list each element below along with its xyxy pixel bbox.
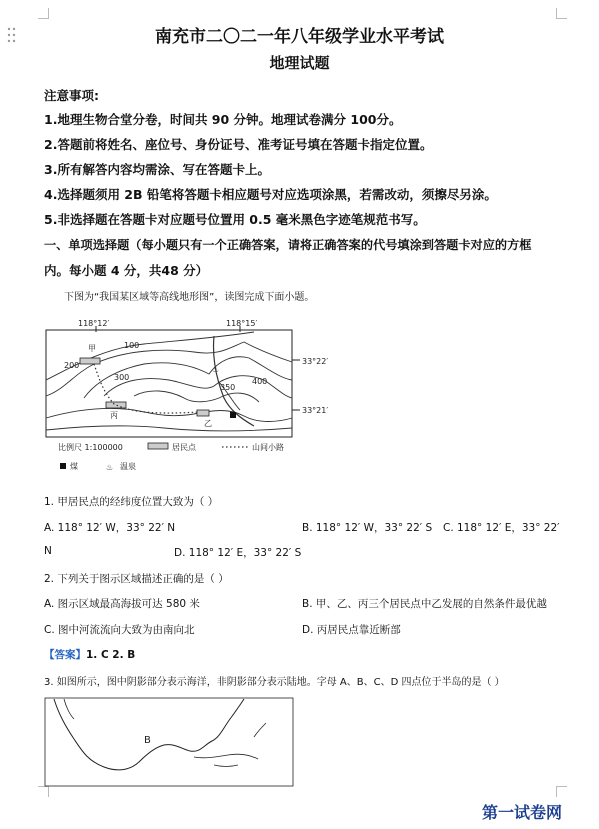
section-heading-cont: 内。每小题 4 分，共48 分） [44, 263, 209, 278]
legend-spring: 温泉 [120, 462, 136, 471]
place-label: 乙 [204, 419, 212, 428]
question-1-option-d: D. 118° 12′ E，33° 22′ S [174, 547, 302, 559]
watermark: 第一试卷网 [482, 803, 563, 822]
corner-mark [38, 8, 49, 19]
corner-mark [556, 786, 567, 797]
legend-path: 山间小路 [252, 443, 284, 452]
question-1-option-c-cont: N [44, 545, 52, 557]
question-1-option-c: C. 118° 12′ E，33° 22′ [443, 522, 560, 534]
contour-map [44, 318, 384, 478]
page-title: 南充市二〇二一年八年级学业水平考试 [155, 27, 444, 47]
note-item: 2.答题前将姓名、座位号、身份证号、准考证号填在答题卡指定位置。 [44, 137, 433, 152]
map-label-b: B [144, 735, 151, 746]
question-1-option-a: A. 118° 12′ W，33° 22′ N [44, 522, 176, 534]
coal-symbol [230, 412, 236, 418]
question-1-stem: 1. 甲居民点的经纬度位置大致为（ ） [44, 496, 219, 508]
corner-mark [556, 8, 567, 19]
lat-bottom-label: 33°21′ [302, 406, 329, 415]
note-item: 4.选择题须用 2B 铅笔将答题卡相应题号对应选项涂黑，若需改动，须擦尽另涂。 [44, 187, 497, 202]
question-1-option-b: B. 118° 12′ W，33° 22′ S [302, 522, 433, 534]
contour-label: 200 [64, 361, 80, 370]
question-2-option-c: C. 图中河流流向大致为由南向北 [44, 624, 195, 636]
place-label: 丙 [110, 411, 118, 420]
answer-text: 1. C 2. B [86, 649, 136, 661]
hot-spring-symbol: ♨ [212, 365, 220, 374]
notes-heading: 注意事项: [44, 88, 99, 103]
contour-label: 100 [124, 341, 140, 350]
question-2-stem: 2. 下列关于图示区域描述正确的是（ ） [44, 573, 229, 585]
legend-coal: 煤 [70, 462, 78, 471]
section-heading: 一、单项选择题（每小题只有一个正确答案，请将正确答案的代号填涂到答题卡对应的方框 [44, 238, 532, 252]
lon-right-label: 118°15′ [226, 319, 258, 328]
corner-mark [38, 786, 49, 797]
page-subtitle: 地理试题 [269, 54, 330, 72]
answer-tag: 【答案】 [44, 649, 86, 661]
svg-text:♨: ♨ [106, 463, 114, 472]
lon-left-label: 118°12′ [78, 319, 110, 328]
contour-label: 350 [220, 383, 236, 392]
question-2-option-b: B. 甲、乙、丙三个居民点中乙发展的自然条件最优越 [302, 598, 547, 610]
lat-top-label: 33°22′ [302, 357, 329, 366]
question-2-option-d: D. 丙居民点靠近断部 [302, 624, 401, 636]
note-item: 3.所有解答内容均需涂、写在答题卡上。 [44, 162, 270, 177]
map-scale: 比例尺 1:100000 [58, 443, 123, 452]
peninsula-map [44, 697, 294, 787]
contour-label: 400 [252, 377, 268, 386]
note-item: 5.非选择题在答题卡对应题号位置用 0.5 毫米黑色字迹笔规范书写。 [44, 212, 426, 227]
note-item: 1.地理生物合堂分卷，时间共 90 分钟。地理试卷满分 100分。 [44, 112, 402, 127]
question-2-option-a: A. 图示区域最高海拔可达 580 米 [44, 598, 200, 610]
question-3-stem: 3. 如图所示，图中阴影部分表示海洋，非阴影部分表示陆地。字母 A、B、C、D 四点位于半岛的是（ ） [44, 677, 505, 688]
contour-label: 300 [114, 373, 130, 382]
map-intro: 下图为“我国某区域等高线地形图”，读图完成下面小题。 [64, 292, 315, 303]
place-label: 甲 [88, 344, 96, 353]
legend-settlement: 居民点 [172, 443, 196, 452]
